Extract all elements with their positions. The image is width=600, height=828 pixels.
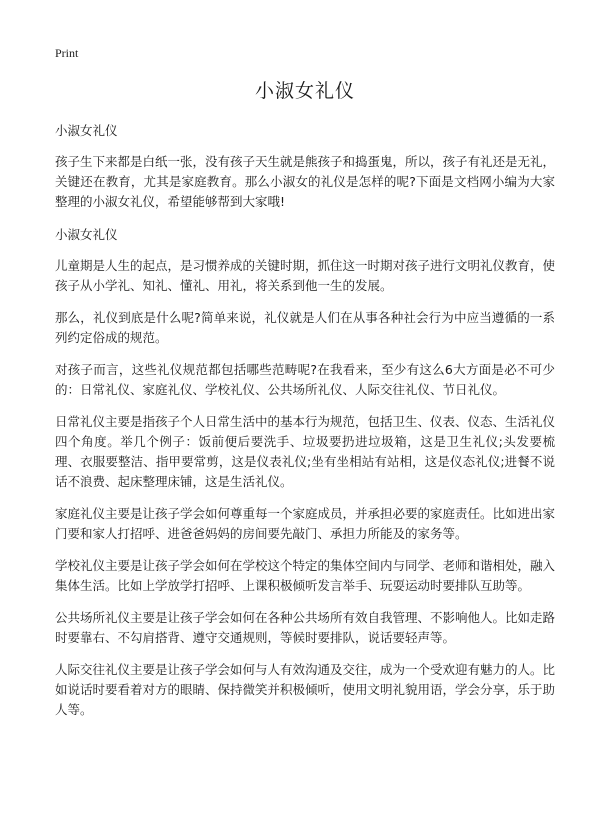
page-title: 小淑女礼仪 — [254, 80, 355, 102]
paragraph: 学校礼仪主要是让孩子学会如何在学校这个特定的集体空间内与同学、老师和谐相处，融入集体生活。比如上学放学打招呼、上课积极倾听发言举手、玩耍运动时要排队互助等。 — [55, 558, 556, 593]
paragraph: 对孩子而言，这些礼仪规范都包括哪些范畴呢?在我看来，至少有这么6大方面是必不可少的：日常礼仪、家庭礼仪、学校礼仪、公共场所礼仪、人际交往礼仪、节日礼仪。 — [55, 362, 555, 397]
paragraph: 公共场所礼仪主要是让孩子学会如何在各种公共场所有效自我管理、不影响他人。比如走路时要靠右、不勾肩搭背、遵守交通规则，等候时要排队，说话要轻声等。 — [55, 610, 556, 645]
paragraph: 日常礼仪主要是指孩子个人日常生活中的基本行为规范，包括卫生、仪表、仪态、生活礼仪四个角度。举几个例子：饭前便后要洗手、垃圾要扔进垃圾箱，这是卫生礼仪;头发要梳理、衣服要整洁、指甲要常剪，这是仪表礼仪;坐有坐相站有站相，这是仪态礼仪;进餐不说话不浪费、起床整理床铺，这是生活礼仪。 — [55, 414, 556, 489]
section-subtitle: 小淑女礼仪 — [55, 123, 118, 138]
paragraph: 家庭礼仪主要是让孩子学会如何尊重每一个家庭成员，并承担必要的家庭责任。比如进出家门要和家人打招呼、进爸爸妈妈的房间要先敲门、承担力所能及的家务等。 — [55, 506, 556, 541]
document-body — [55, 76, 555, 732]
paragraph: 儿童期是人生的起点，是习惯养成的关键时期，抓住这一时期对孩子进行文明礼仪教育，使孩子从小学礼、知礼、懂礼、用礼，将关系到他一生的发展。 — [55, 258, 556, 293]
print-link[interactable]: Print — [55, 46, 79, 60]
section-subtitle: 小淑女礼仪 — [55, 227, 118, 242]
intro-paragraph: 孩子生下来都是白纸一张，没有孩子天生就是熊孩子和捣蛋鬼，所以，孩子有礼还是无礼，关键还在教育，尤其是家庭教育。那么小淑女的礼仪是怎样的呢?下面是文档网小编为大家整理的小淑女礼仪，希望能够帮到大家哦! — [55, 154, 556, 209]
paragraph: 人际交往礼仪主要是让孩子学会如何与人有效沟通及交往，成为一个受欢迎有魅力的人。比如说话时要看着对方的眼睛、保持微笑并积极倾听，使用文明礼貌用语，学会分享，乐于助人等。 — [55, 662, 556, 717]
paragraph: 那么，礼仪到底是什么呢?简单来说，礼仪就是人们在从事各种社会行为中应当遵循的一系列约定俗成的规范。 — [55, 310, 555, 345]
